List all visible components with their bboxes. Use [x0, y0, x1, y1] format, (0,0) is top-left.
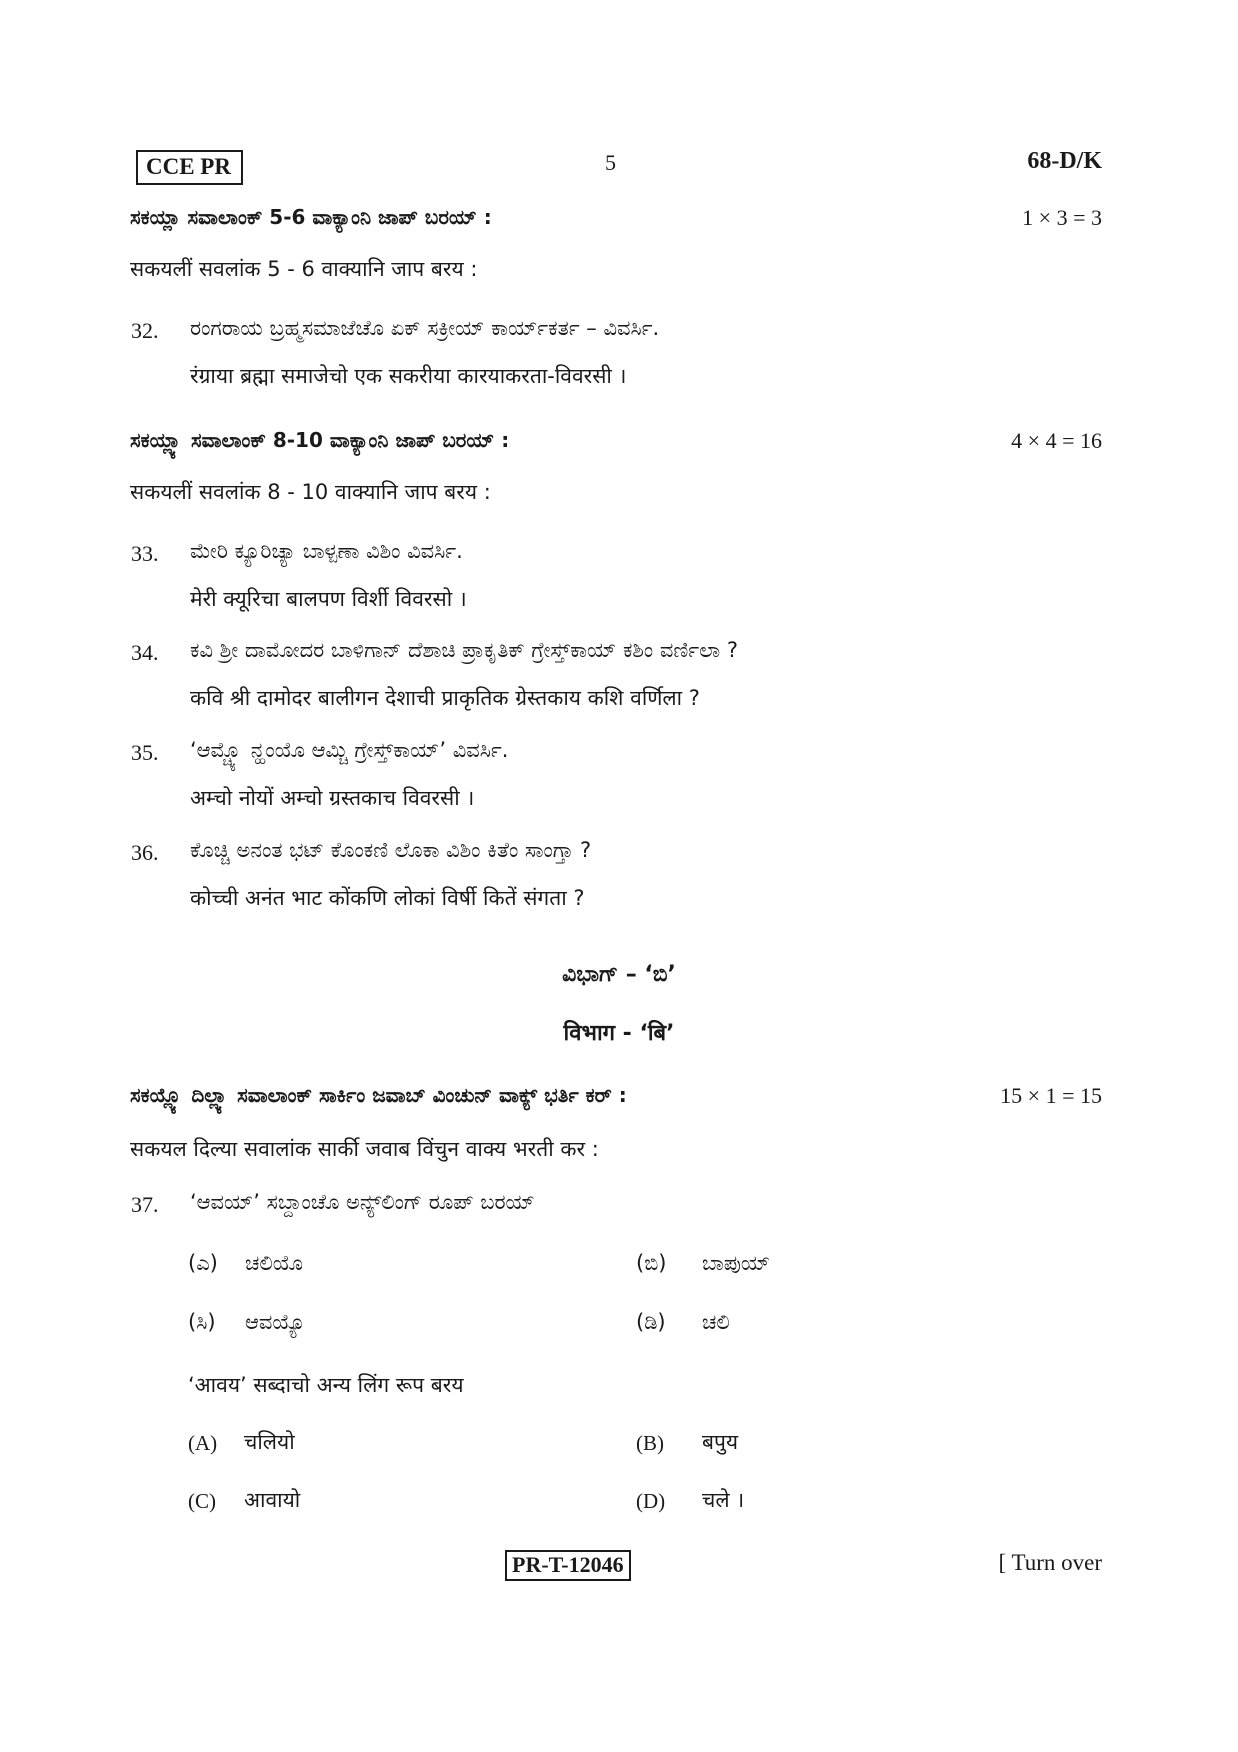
question-kannada: ಕೊಚ್ಚಿ ಅನಂತ ಭಟ್ ಕೊಂಕಣಿ ಲೊಕಾ ವಿಶಿಂ ಕಿತೆಂ ಸಾಂಗ್ತಾ ? — [190, 838, 592, 862]
section2-instruction-devanagari: सकयलीं सवलांक 8 - 10 वाक्यानि जाप बरय : — [130, 480, 491, 504]
option-a-label-kannada: (ಎ) — [188, 1251, 218, 1275]
option-d-devanagari: चले । — [702, 1488, 745, 1512]
question-number: 37. — [131, 1192, 159, 1217]
option-b-kannada: ಬಾಪುಯ್ — [702, 1251, 771, 1275]
question-kannada: ಕವಿ ಶ್ರೀ ದಾಮೋದರ ಬಾಳಿಗಾನ್ ದೆಶಾಚಿ ಪ್ರಾಕೃತಿಕ್ ಗ್ರೇಸ್ತ್‌ಕಾಯ್ ಕಶಿಂ ವರ್ಣಿಲಾ ? — [190, 638, 738, 662]
option-b-label: (B) — [636, 1431, 664, 1455]
question-kannada: ‘ಆವಯ್’ ಸಬ್ದಾಂಚೊ ಅನ್ಯ್‌ಲಿಂಗ್ ರೂಪ್ ಬರಯ್ — [190, 1190, 535, 1214]
option-a-label: (A) — [188, 1431, 218, 1455]
option-c-kannada: ಆವಯ್ಯೊ — [245, 1310, 306, 1334]
section1-instruction-kannada: ಸಕಯ್ಲಾ ಸವಾಲಾಂಕ್ 5-6 ವಾಕ್ಯಾಂನಿ ಜಾಪ್ ಬರಯ್ : — [130, 205, 492, 229]
section-b-title-devanagari: विभाग - ‘बि’ — [563, 1021, 675, 1046]
section-b-marks: 15 × 1 = 15 — [1000, 1083, 1102, 1108]
question-devanagari: अम्चो नोयों अम्चो ग्रस्तकाच विवरसी । — [190, 786, 475, 810]
question-devanagari: ‘आवय’ सब्दाचो अन्य लिंग रूप बरय — [188, 1373, 464, 1397]
question-number: 36. — [131, 840, 159, 865]
question-devanagari: कवि श्री दामोदर बालीगन देशाची प्राकृतिक ग्रेस्तकाय कशि वर्णिला ? — [190, 686, 700, 710]
question-kannada: ರಂಗರಾಯ ಬ್ರಹ್ಮಸಮಾಜೆಚೊ ಏಕ್ ಸಕ್ರೀಯ್ ಕಾರ್ಯ್‌ಕರ್ತ – ವಿವರ್ಸಿ. — [190, 316, 660, 340]
option-b-label-kannada: (ಬಿ) — [636, 1251, 667, 1275]
footer-code: PR-T-12046 — [505, 1550, 631, 1581]
section1-marks: 1 × 3 = 3 — [1022, 205, 1102, 230]
question-number: 35. — [131, 740, 159, 765]
paper-code: 68-D/K — [1027, 148, 1102, 174]
option-b-devanagari: बपुय — [702, 1430, 739, 1454]
option-c-label: (C) — [188, 1489, 216, 1513]
question-kannada: ‘ಆಮ್ಚ್ಯೊ ನ್ಹಂಯೊ ಆಮ್ಚಿ ಗ್ರೇಸ್ತ್‌ಕಾಯ್’ ವಿವರ್ಸಿ. — [190, 738, 509, 762]
cce-pr-box: CCE PR — [136, 150, 243, 185]
turn-over: [ Turn over — [998, 1550, 1102, 1575]
option-d-kannada: ಚಲಿ — [702, 1310, 730, 1334]
question-devanagari: कोच्ची अनंत भाट कोंकणि लोकां विर्षी कितें संगता ? — [190, 886, 585, 910]
question-number: 34. — [131, 640, 159, 665]
section2-marks: 4 × 4 = 16 — [1011, 428, 1102, 453]
section-b-title-kannada: ವಿಭಾಗ್ – ‘ಬಿ’ — [562, 962, 676, 987]
question-devanagari: मेरी क्यूरिचा बालपण विर्शी विवरसो । — [190, 587, 467, 611]
option-a-kannada: ಚಲಿಯೊ — [245, 1251, 303, 1275]
option-c-devanagari: आवायो — [244, 1488, 301, 1512]
section-b-instruction-kannada: ಸಕಯ್ಲ್ಯೊ ದಿಲ್ಲ್ಯಾ ಸವಾಲಾಂಕ್ ಸಾರ್ಕಿಂ ಜವಾಬ್ ವಿಂಚುನ್ ವಾಕ್ಯ್ ಭರ್ತಿ ಕರ್ : — [130, 1083, 627, 1107]
option-a-devanagari: चलियो — [244, 1430, 295, 1454]
question-devanagari: रंग्राया ब्रह्मा समाजेचो एक सकरीया कारयाकरता-विवरसी । — [190, 364, 627, 388]
question-kannada: ಮೇರಿ ಕ್ಯೂರಿಚ್ಯಾ ಬಾಳ್ಪಣಾ ವಿಶಿಂ ವಿವರ್ಸಿ. — [190, 539, 463, 563]
section-b-instruction-devanagari: सकयल दिल्या सवालांक सार्की जवाब विंचुन वाक्य भरती कर : — [130, 1137, 599, 1161]
option-c-label-kannada: (ಸಿ) — [188, 1310, 216, 1334]
question-number: 33. — [131, 541, 159, 566]
option-d-label: (D) — [636, 1489, 666, 1513]
page-number: 5 — [605, 150, 616, 175]
option-d-label-kannada: (ಡಿ) — [636, 1310, 666, 1334]
section1-instruction-devanagari: सकयलीं सवलांक 5 - 6 वाक्यानि जाप बरय : — [130, 257, 478, 281]
question-number: 32. — [131, 318, 159, 343]
section2-instruction-kannada: ಸಕಯ್ಲ್ಯಾ ಸವಾಲಾಂಕ್ 8-10 ವಾಕ್ಯಾಂನಿ ಜಾಪ್ ಬರಯ್ : — [130, 428, 510, 452]
